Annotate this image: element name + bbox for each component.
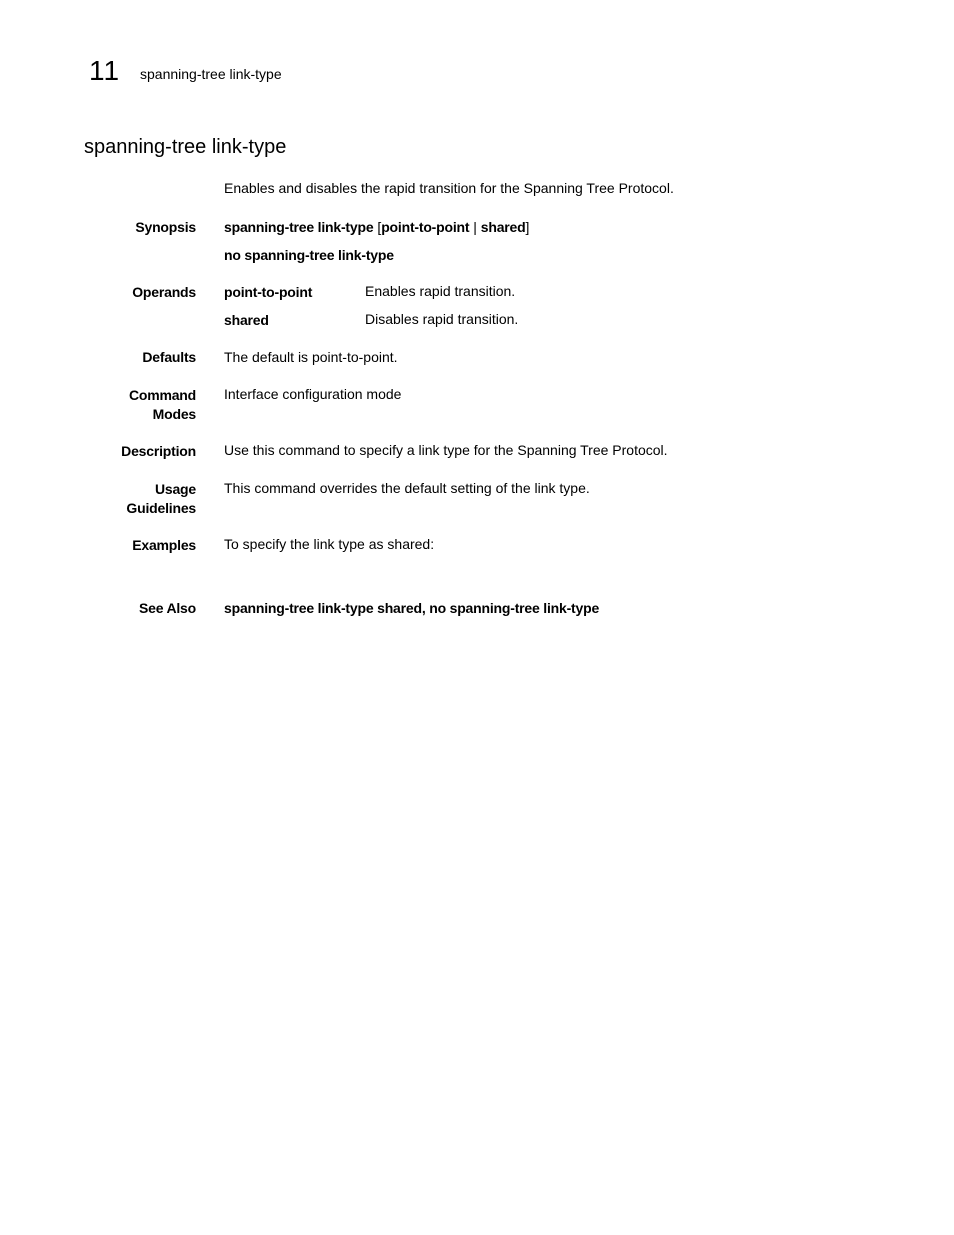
usage-guidelines-text: This command overrides the default setting of the link type. [224,480,590,496]
page-title: spanning-tree link-type [84,136,287,158]
defaults-label: Defaults [142,349,196,365]
operands-label: Operands [132,284,196,300]
examples-label: Examples [132,537,196,553]
command-modes-text: Interface configuration mode [224,386,402,402]
see-also-separator: , [421,600,430,616]
running-header: spanning-tree link-type [140,66,282,82]
examples-text: To specify the link type as shared: [224,536,435,552]
synopsis-option-shared: shared [480,219,526,235]
operand-name: point-to-point [224,284,313,300]
synopsis-open-bracket: [ [377,219,382,235]
operand-description: Enables rapid transition. [365,283,516,299]
see-also-link[interactable]: no spanning-tree link-type [429,600,600,616]
synopsis-close-bracket: ] [525,219,530,235]
command-modes-label-line1: Command [128,387,196,403]
see-also-label: See Also [138,600,196,616]
synopsis-command: spanning-tree link-type [224,219,374,235]
see-also-list [224,599,599,618]
synopsis-no-form: no spanning-tree link-type [224,247,394,263]
command-modes-label-line2: Modes [152,406,196,422]
synopsis-syntax [224,218,529,237]
synopsis-option-point-to-point: point-to-point [381,219,470,235]
command-summary: Enables and disables the rapid transition for the Spanning Tree Protocol. [224,180,674,196]
operand-name: shared [224,312,269,328]
usage-guidelines-label-line2: Guidelines [126,500,196,516]
description-label: Description [121,443,196,459]
description-text: Use this command to specify a link type for the Spanning Tree Protocol. [224,442,668,458]
chapter-number: 11 [89,55,121,86]
operand-description: Disables rapid transition. [365,311,519,327]
synopsis-pipe: | [473,219,477,235]
usage-guidelines-label-line1: Usage [154,481,196,497]
defaults-text: The default is point-to-point. [224,349,398,365]
synopsis-label: Synopsis [135,219,196,235]
see-also-link[interactable]: spanning-tree link-type shared [224,600,422,616]
